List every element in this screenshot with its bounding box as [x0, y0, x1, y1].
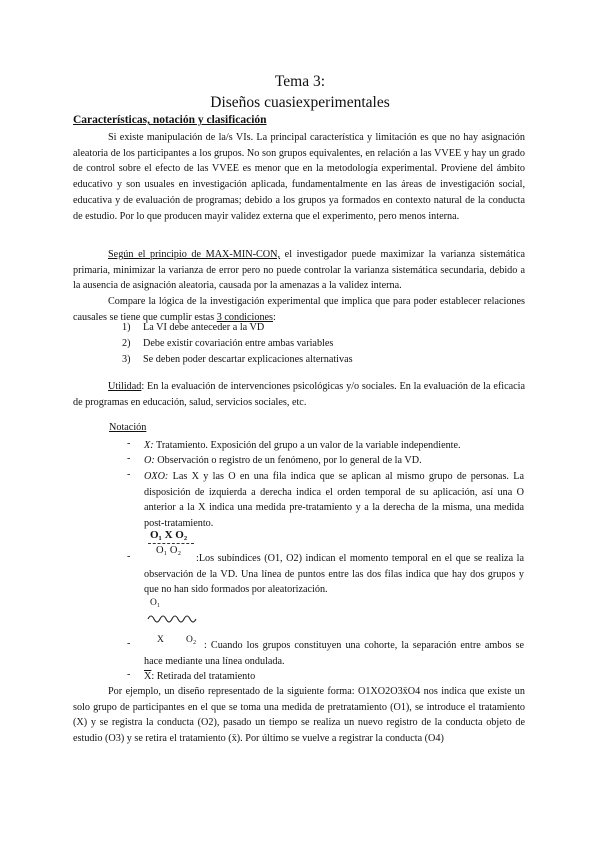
title-line-2: Diseños cuasiexperimentales [210, 94, 390, 111]
notation-cohort: : Cuando los grupos constituyen una cohorte, la separación entre ambos se hace mediante una línea ondulada. [144, 640, 524, 667]
notation-withdraw: $\overline{X}$: Retirada del tratamiento [144, 671, 256, 682]
bullet-dash: - [127, 551, 131, 562]
notation-heading: Notación [109, 422, 147, 433]
utility-paragraph [73, 379, 525, 410]
notation-oxo: OXO: Las X y las O en una fila indica que se aplican al mismo grupo de personas. La disposición de izquierda a derecha indica el orden temporal de su aplicación, así una O anterior a la X indica una medida pre-tratamiento y a la derecha de la misma, una medida post-tratamiento. [144, 471, 524, 530]
figure-cohort-o2: O₂ [186, 635, 197, 645]
bullet-dash: - [127, 469, 131, 480]
utility-text: : En la evaluación de intervenciones psicológicas y/o sociales. En la evaluación de la eficacia de programas en educación, salud, servicios sociales, etc. [73, 381, 525, 408]
list-item: 2) Debe existir covariación entre ambas variables [122, 337, 334, 349]
maxmincon-text: el investigador puede maximizar la varianza sistemática primaria, minimizar la varianza de error pero no puede controlar la varianza sistemática secundaria, debido a la ausencia de asignación aleatoria, causada por la amenazas a la validez interna. [73, 249, 525, 292]
compare-text: Compare la lógica de la investigación experimental que implica que para poder establecer relaciones causales se tiene que cumplir estas [73, 296, 525, 323]
bullet-dash: - [127, 638, 131, 649]
notation-o: O: Observación o registro de un fenómeno, por lo general de la VD. [144, 455, 422, 466]
bullet-dash: - [127, 438, 131, 449]
figure-cohort-x: X [157, 635, 164, 645]
section-heading: Características, notación y clasificación [73, 114, 267, 126]
dotted-separator [148, 543, 194, 544]
wavy-line-icon [147, 612, 199, 626]
bullet-dash: - [127, 669, 131, 680]
maxmincon-paragraph [73, 247, 525, 294]
intro-paragraph: Si existe manipulación de la/s VIs. La principal característica y limitación es que no hay asignación aleatoria de los participantes a los grupos. No son grupos equivalentes, en relación a las VVEE y hay un grado de control sobre el efecto de las VVEE es menor que en la metodología experimental. Proviene del ámbito educativo y son usuales en investigación aplicada, fundamentalmente en las áreas de investigación social, educativa y de evaluación de programas; debido a los grupos ya formados en contexto natural de la conducta de estudio. Por lo que producen mayir validez externa que el experimento, pero menos interna. [73, 132, 525, 222]
title-line-1: Tema 3: [274, 73, 326, 90]
conditions-count: 3 condiciones [216, 311, 274, 323]
figure-subscript-bottom: O₁ O₂ [156, 545, 182, 556]
notation-subscripts: :Los subíndices (O1, O2) indican el momento temporal en el que se realiza la observación de la VD. Una línea de puntos entre las dos filas indica que hay dos grupos y que no han sido formados por aleatorización. [144, 553, 524, 596]
list-item: 1) La VI debe anteceder a la VD [122, 322, 265, 333]
figure-cohort-o1: O₁ [150, 598, 161, 608]
compare-colon: : [273, 311, 276, 323]
figure-subscript-top: O₁ X O₂ [150, 529, 188, 541]
list-item: 3) Se deben poder descartar explicaciones alternativas [122, 353, 353, 365]
bullet-dash: - [127, 453, 131, 464]
notation-x: X: Tratamiento. Exposición del grupo a un valor de la variable independiente. [144, 440, 461, 451]
utility-label: Utilidad [108, 381, 142, 392]
example-paragraph: Por ejemplo, un diseño representado de la siguiente forma: O1XO2O3x̄O4 nos indica que existe un solo grupo de participantes en el que se toma una medida de pretratamiento (O1), se introduce el tratamiento (X) y se registra la conducta (O2), pasado un tiempo se realiza un nuevo registro de la conducta objeto de estudio (O3) y se retira el tratamiento (x̄). Por último se vuelve a registrar la conducta (O4) [73, 686, 525, 745]
maxmincon-principle: Según el principio de MAX-MIN-CON, [108, 249, 281, 260]
conditions-list [122, 320, 353, 367]
